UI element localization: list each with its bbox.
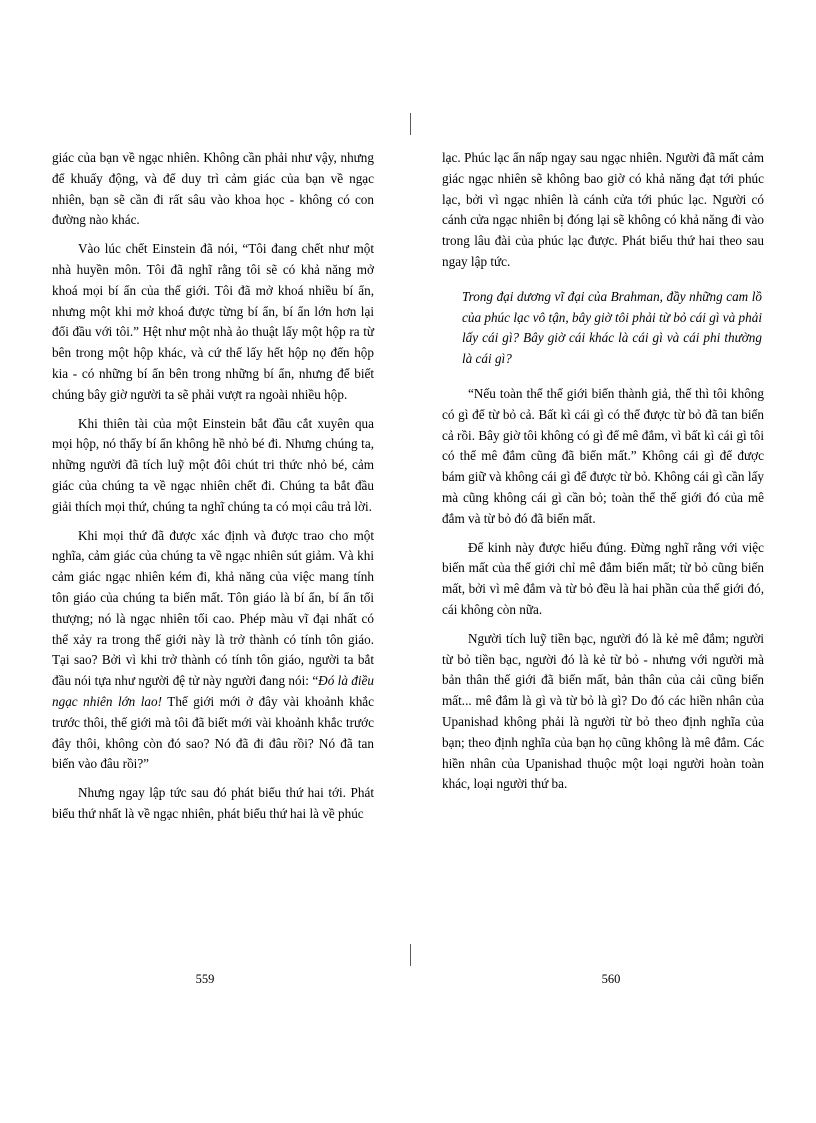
paragraph: Khi thiên tài của một Einstein bắt đầu cắt xuyên qua mọi hộp, nó thấy bí ẩn không hề nhỏ bé đi. Nhưng chúng ta, những người đã tích luỹ một đôi chút tri thức nhỏ bé, cảm giác của chúng ta về ngạc nhiên chết đi. Chúng ta bắt đầu giải thích mọi thứ, chúng ta nghĩ chúng ta có mọi câu trả lời. <box>52 415 374 514</box>
spine-mark-top <box>410 113 411 135</box>
paragraph-text-part1: Khi mọi thứ đã được xác định và được trao cho một nghĩa, cảm giác của chúng ta về ngạc nhiên sút giảm. Và khi cảm giác ngạc nhiên kém đi, khả năng của việc mang tính tôn giáo của chúng ta biến mất. Tôn giáo là bí ẩn, bí ẩn tối thượng; nó là ngạc nhiên tối cao. Phép màu vĩ đại nhất có thể xảy ra trong thế giới này là trở thành có tính tôn giáo. Tại sao? Bởi vì khi trở thành có tính tôn giáo, người ta bắt đầu nói tựa như người đệ tử này người đang nói: “ <box>52 527 374 689</box>
italic-emphasis: Đó là điều ngạc nhiên lớn lao! <box>52 673 374 709</box>
paragraph-text-part2: Thế giới mới ở đây vài khoảnh khắc trước thôi, thế giới mà tôi đã biết mới vài khoảnh khắc trước đây thôi, không còn đó sao? Nó đã đi đâu rồi? Nó đã tan biến vào đâu rồi?” <box>52 693 374 772</box>
page-columns <box>0 148 816 825</box>
left-page-column <box>52 148 374 825</box>
paragraph: Để kinh này được hiểu đúng. Đừng nghĩ rằng với việc biến mất của thế giới chỉ mê đắm biến mất; từ bỏ cũng biến mất, bởi vì mê đắm và từ bỏ đều là hai phần của thế giới đó, cái không còn nữa. <box>442 539 764 617</box>
paragraph: “Nếu toàn thể thế giới biến thành giả, thế thì tôi không có gì để từ bỏ cả. Bất kì cái gì có thể được từ bỏ đã tan biến cả rồi. Bây giờ tôi không có gì để mê đắm, vì bất kì cái gì tôi có thể mê đắm cũng đã biến mất.” Không cái gì để được bám giữ và không cái gì để được từ bỏ. Không cái gì cần lấy mà cũng không cái gì cần bỏ; toàn thể thế giới đó của mê đắm và từ bỏ đó đã biến mất. <box>442 385 764 526</box>
paragraph: Vào lúc chết Einstein đã nói, “Tôi đang chết như một nhà huyền môn. Tôi đã nghĩ rằng tôi sẽ có khả năng mở khoá mọi bí ẩn của thế giới. Tôi đã mở khoá nhiều bí ẩn, nhưng một khi mở khoá được từng bí ẩn, bí ẩn lớn hơn lại đối đầu với tôi.” Hệt như một nhà ảo thuật lấy một hộp ra từ bên trong một hộp khác, và cứ thế lấy hết hộp nọ đến hộp kia - có những bí ẩn bên trong những bí ẩn, nhưng để biết chúng bây giờ người ta sẽ phải vượt ra ngoài nhiều hộp. <box>52 241 374 402</box>
paragraph: lạc. Phúc lạc ẩn nấp ngay sau ngạc nhiên. Người đã mất cảm giác ngạc nhiên sẽ không bao giờ có khả năng đạt tới phúc lạc, bởi vì ngạc nhiên là cánh cửa tới phúc lạc. Người có cánh cửa ngạc nhiên bị đóng lại sẽ không có khả năng đi vào trong lâu đài của phúc lạc được. Phát biểu thứ hai theo sau ngay lập tức. <box>442 150 764 269</box>
paragraph-with-italic-quote <box>52 526 374 776</box>
page-number-right: 560 <box>601 972 621 986</box>
paragraph: Nhưng ngay lập tức sau đó phát biểu thứ hai tới. Phát biểu thứ nhất là về ngạc nhiên, phát biểu thứ hai là về phúc <box>52 785 374 821</box>
paragraph: Người tích luỹ tiền bạc, người đó là kẻ mê đắm; người từ bỏ tiền bạc, người đó là kẻ từ bỏ - nhưng với người mà bản thân thế giới đã biến mất, bản thân của cải cũng biến mất... mê đắm là gì và từ bỏ là gì? Do đó các hiền nhân của Upanishad không phải là người từ bỏ theo định nghĩa của bạn; theo định nghĩa của bạn họ cũng không là mê đắm. Các hiền nhân của Upanishad thuộc một loại người hoàn toàn khác, loại người thứ ba. <box>442 630 764 792</box>
blockquote-sutra: Trong đại dương vĩ đại của Brahman, đầy những cam lồ của phúc lạc vô tận, bây giờ tôi phải từ bỏ cái gì và phải lấy cái gì? Bây giờ cái khác là cái gì và cái phi thường là cái gì? <box>462 288 762 367</box>
paragraph: giác của bạn về ngạc nhiên. Không cần phải như vậy, nhưng để khuấy động, và để duy trì cảm giác của bạn về ngạc nhiên, bạn sẽ cần đi rất sâu vào khoa học - không có con đường nào khác. <box>52 150 374 228</box>
spine-mark-bottom <box>410 944 411 966</box>
right-page-column <box>442 148 764 825</box>
page-number-left: 559 <box>195 972 215 986</box>
